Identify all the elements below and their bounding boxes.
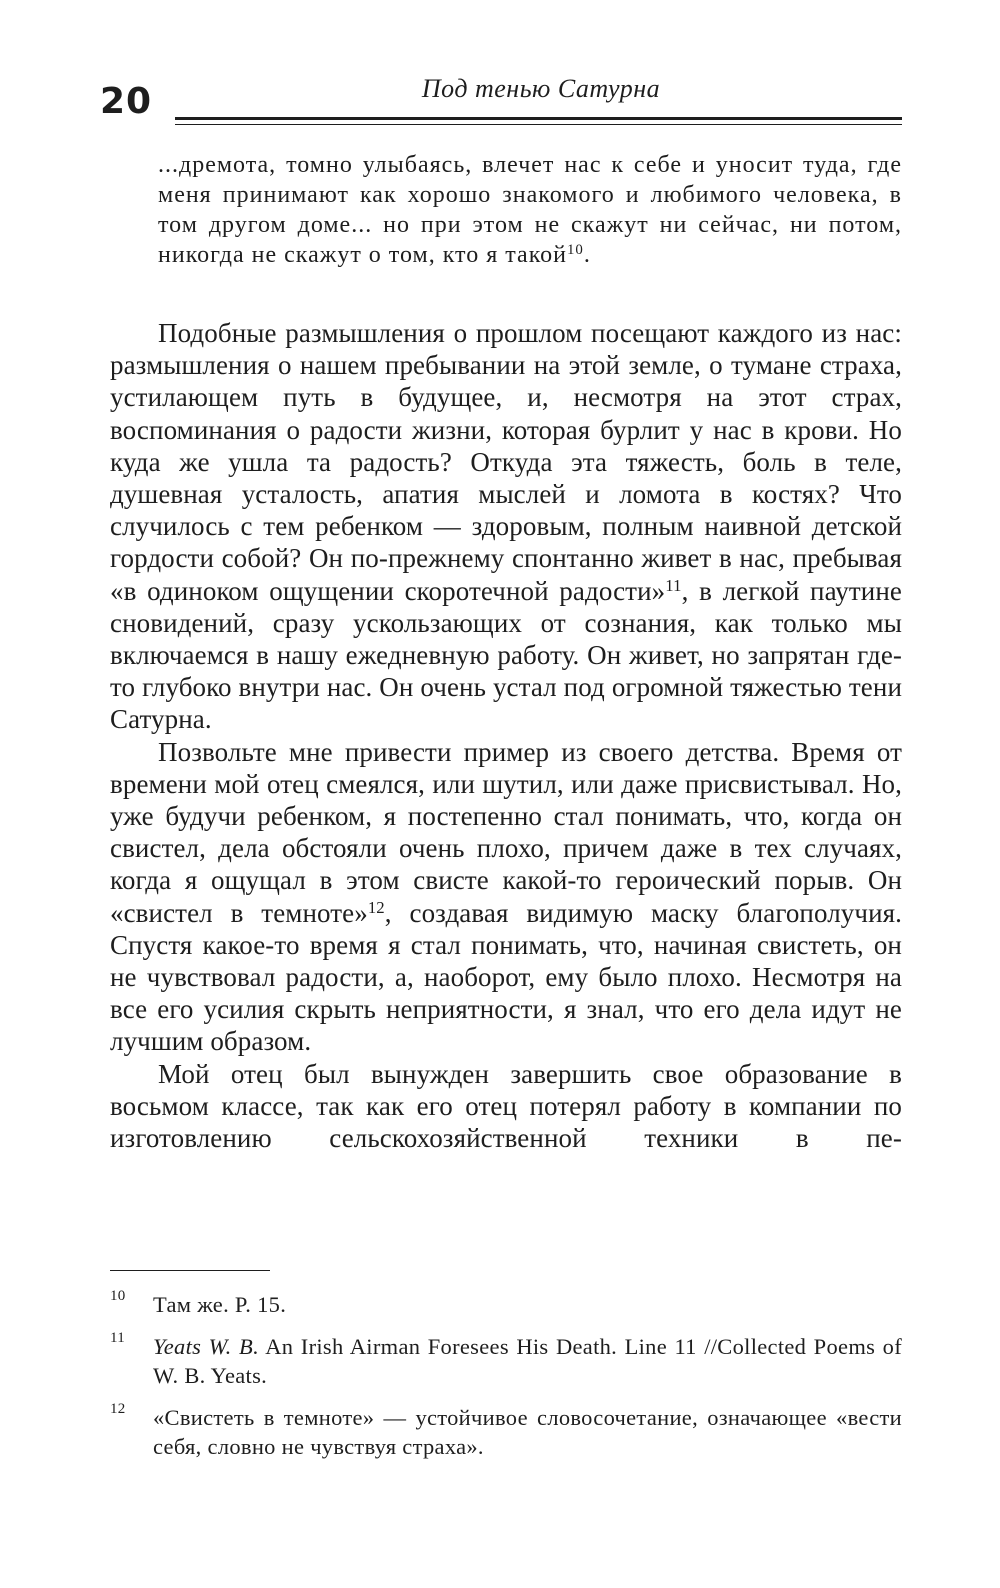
footnote — [110, 1332, 902, 1390]
quote-end: . — [583, 242, 591, 268]
quote-text: ...дремота, томно улыбаясь, влечет нас к себе и уносит туда, где меня принимают как хорошо знакомого и любимого человека, в том другом доме... но при этом не скажут ни сейчас, ни потом, никогда не скажут о том, кто я такой — [158, 152, 902, 268]
running-title: Под тенью Сатурна — [421, 74, 661, 103]
footnote-text: An Irish Airman Foresees His Death. Line 11 //Collected Poems of W. B. Yeats. — [153, 1334, 902, 1388]
paragraph-text: , создавая видимую маску благополучия. Спустя какое-то время я стал понимать, что, начиная свистеть, он не чувствовал радости, а, наоборот, ему было плохо. Несмотря на все его усилия скрыть неприятности, я знал, что его дела идут не лучшим образом. — [110, 897, 902, 1057]
running-header — [100, 74, 902, 134]
paragraph-text: Подобные размышления о прошлом посещают каждого из нас: размышления о нашем пребывании на этой земле, о тумане страха, устилающем путь в будущее, и, несмотря на этот страх, воспоминания о радости жизни, которая бурлит у нас в крови. Но куда же ушла та радость? Откуда эта тяжесть, боль в теле, душевная усталость, апатия мыслей и ломота в костях? Что случилось с тем ребенком — здоровым, полным наивной детской гордости собой? Он по-прежнему спонтанно живет в нас, пребывая «в одиноком ощущении скоротечной радости» — [110, 318, 902, 606]
footnote-ref: 10 — [566, 241, 584, 258]
footnote-number: 10 — [110, 1288, 126, 1304]
footnote-text: Там же. P. 15. — [153, 1292, 287, 1317]
header-rule-thick — [175, 117, 902, 120]
main-text — [110, 317, 902, 1154]
paragraph-text: Мой отец был вынужден завершить свое образование в восьмом классе, так как его отец потерял работу в компании по изготовлению сельскохозяйственной техники в пе- — [110, 1058, 902, 1154]
header-rule-thin — [175, 124, 902, 125]
footnotes — [110, 1290, 902, 1474]
footnote — [110, 1403, 902, 1461]
footnote-author: Yeats W. B. — [153, 1334, 259, 1359]
footnote-ref: 12 — [367, 897, 385, 917]
footnote-text: «Свистеть в темноте» — устойчивое словосочетание, означающее «вести себя, словно не чувствуя страха». — [153, 1405, 902, 1459]
footnote-number: 12 — [110, 1401, 126, 1417]
paragraph — [110, 317, 902, 736]
paragraph-text: Позвольте мне привести пример из своего детства. Время от времени мой отец смеялся, или шутил, или даже присвистывал. Но, уже будучи ребенком, я постепенно стал понимать, что, когда он свистел, дела обстояли очень плохо, причем даже в тех случаях, когда я ощущал в этом свисте какой-то героический порыв. Он «свистел в темноте» — [110, 736, 902, 928]
paragraph — [110, 1058, 902, 1155]
page-number: 20 — [100, 81, 153, 122]
footnote-separator — [110, 1270, 270, 1271]
paragraph-text: , в легкой паутине сновидений, сразу ускользающих от сознания, как только мы включаемся в нашу ежедневную работу. Он живет, но запрятан где-то глубоко внутри нас. Он очень устал под огромной тяжестью тени Сатурна. — [110, 575, 902, 735]
footnote-number: 11 — [110, 1330, 126, 1346]
footnote-ref: 11 — [665, 575, 682, 595]
paragraph — [110, 736, 902, 1058]
epigraph-quote — [158, 150, 902, 270]
footnote — [110, 1290, 902, 1319]
